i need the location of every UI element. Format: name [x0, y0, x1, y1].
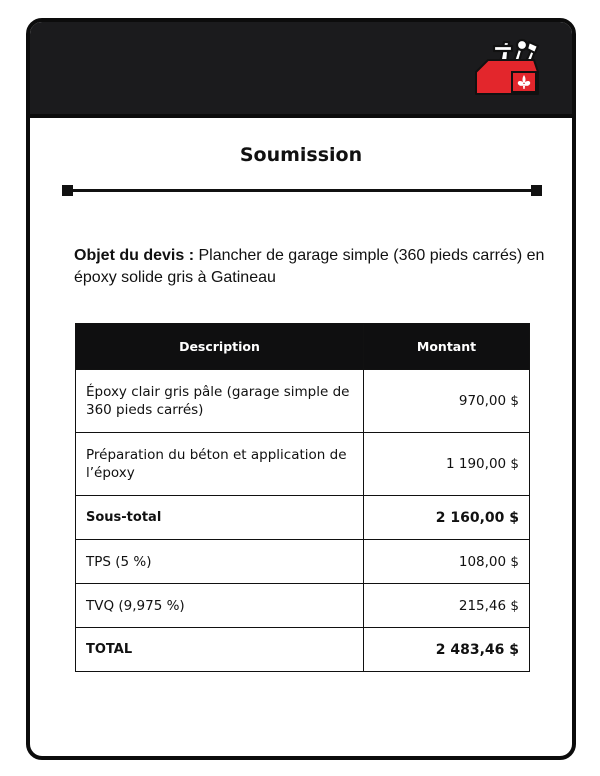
table-header-row	[76, 324, 530, 370]
total-label: TOTAL	[76, 628, 364, 672]
divider-line	[66, 189, 538, 192]
quote-table	[75, 323, 530, 672]
tps-amount: 108,00 $	[364, 540, 530, 584]
header-amount: Montant	[364, 324, 530, 370]
quote-subject	[74, 245, 554, 289]
tvq-amount: 215,46 $	[364, 584, 530, 628]
quote-subject-label: Objet du devis :	[74, 247, 195, 264]
divider-end-right	[531, 185, 542, 196]
quote-subject-text: Plancher de garage simple (360 pieds carrés) en époxy solide gris à Gatineau	[74, 247, 545, 286]
row-amount: 970,00 $	[364, 370, 530, 433]
tps-label: TPS (5 %)	[76, 540, 364, 584]
tax-row-tvq	[76, 584, 530, 628]
row-amount: 1 190,00 $	[364, 433, 530, 496]
table-row	[76, 433, 530, 496]
header-bar	[30, 22, 572, 118]
row-description: Préparation du béton et application de l’époxy	[76, 433, 364, 496]
table-row	[76, 370, 530, 433]
row-description: Époxy clair gris pâle (garage simple de 360 pieds carrés)	[76, 370, 364, 433]
divider-end-left	[62, 185, 73, 196]
tax-row-tps	[76, 540, 530, 584]
header-description: Description	[76, 324, 364, 370]
subtotal-amount: 2 160,00 $	[364, 496, 530, 540]
tvq-label: TVQ (9,975 %)	[76, 584, 364, 628]
toolbox-fleur-de-lis-icon	[472, 38, 542, 100]
total-row	[76, 628, 530, 672]
page-title: Soumission	[239, 144, 363, 166]
subtotal-label: Sous-total	[76, 496, 364, 540]
subtotal-row	[76, 496, 530, 540]
quote-card	[26, 18, 576, 760]
total-amount: 2 483,46 $	[364, 628, 530, 672]
